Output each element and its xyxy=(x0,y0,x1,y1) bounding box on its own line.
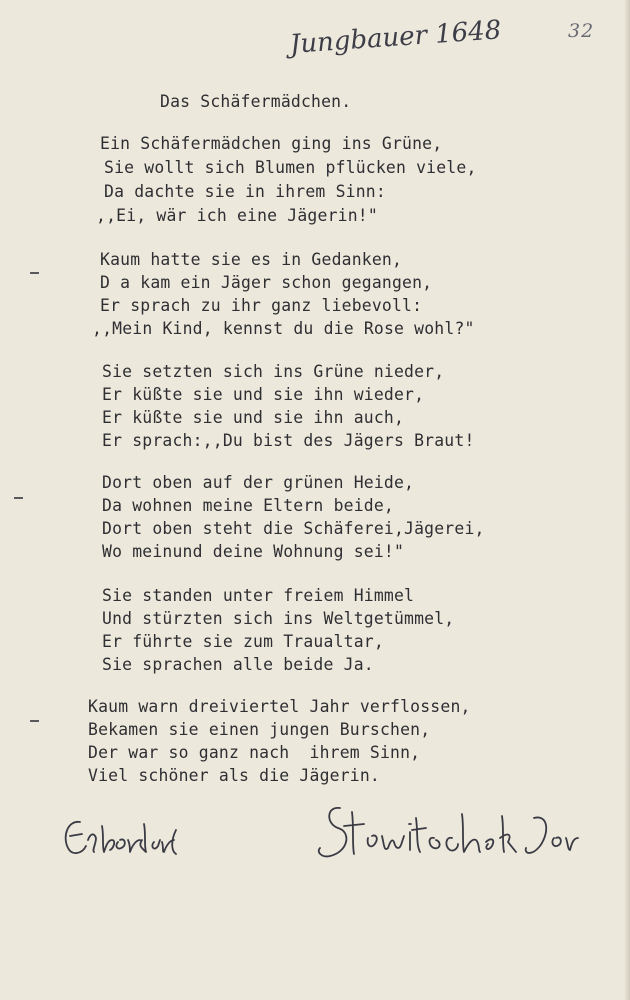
poem-line: Er führte sie zum Traualtar, xyxy=(102,632,384,651)
poem-line: Er sprach:,,Du bist des Jägers Braut! xyxy=(102,431,475,450)
poem-line: Da dachte sie in ihrem Sinn: xyxy=(104,182,386,201)
poem-line: Dort oben auf der grünen Heide, xyxy=(102,473,415,492)
poem-line: Kaum hatte sie es in Gedanken, xyxy=(100,250,403,269)
poem-line: ,,Ei, wär ich eine Jägerin!" xyxy=(96,206,378,225)
poem-line: ,,Mein Kind, kennst du die Rose wohl?" xyxy=(92,319,475,338)
poem-line: D a kam ein Jäger schon gegangen, xyxy=(100,273,433,292)
poem-line: Sie sprachen alle beide Ja. xyxy=(102,655,374,674)
poem-line: Und stürzten sich ins Weltgetümmel, xyxy=(102,609,455,628)
poem-title: Das Schäfermädchen. xyxy=(160,92,352,111)
page-edge-shadow xyxy=(624,0,630,1000)
poem-line: Er küßte sie und sie ihn auch, xyxy=(102,408,405,427)
poem-line: Da wohnen meine Eltern beide, xyxy=(102,496,394,515)
signature-right-drawing xyxy=(312,798,582,868)
margin-tick-mark xyxy=(30,720,39,722)
handwritten-header-note: Jungbauer 1648 xyxy=(288,15,503,60)
poem-line: Sie wollt sich Blumen pflücken viele, xyxy=(104,158,477,177)
poem-line: Er sprach zu ihr ganz liebevoll: xyxy=(100,296,423,315)
signature-left-drawing xyxy=(58,806,188,866)
handwritten-signature-left xyxy=(58,806,188,866)
handwritten-signature-right xyxy=(312,798,582,868)
poem-line: Viel schöner als die Jägerin. xyxy=(88,766,380,785)
poem-line: Wo meinund deine Wohnung sei!" xyxy=(102,542,405,561)
poem-line: Bekamen sie einen jungen Burschen, xyxy=(88,720,431,739)
poem-line: Der war so ganz nach ihrem Sinn, xyxy=(88,743,421,762)
poem-line: Ein Schäfermädchen ging ins Grüne, xyxy=(100,134,443,153)
margin-tick-mark xyxy=(30,272,39,274)
page-number: 32 xyxy=(568,20,595,42)
poem-line: Sie setzten sich ins Grüne nieder, xyxy=(102,362,445,381)
poem-line: Kaum warn dreiviertel Jahr verflossen, xyxy=(88,697,471,716)
poem-line: Sie standen unter freiem Himmel xyxy=(102,586,415,605)
poem-line: Dort oben steht die Schäferei,Jägerei, xyxy=(102,519,485,538)
poem-line: Er küßte sie und sie ihn wieder, xyxy=(102,385,425,404)
margin-tick-mark xyxy=(14,497,23,499)
